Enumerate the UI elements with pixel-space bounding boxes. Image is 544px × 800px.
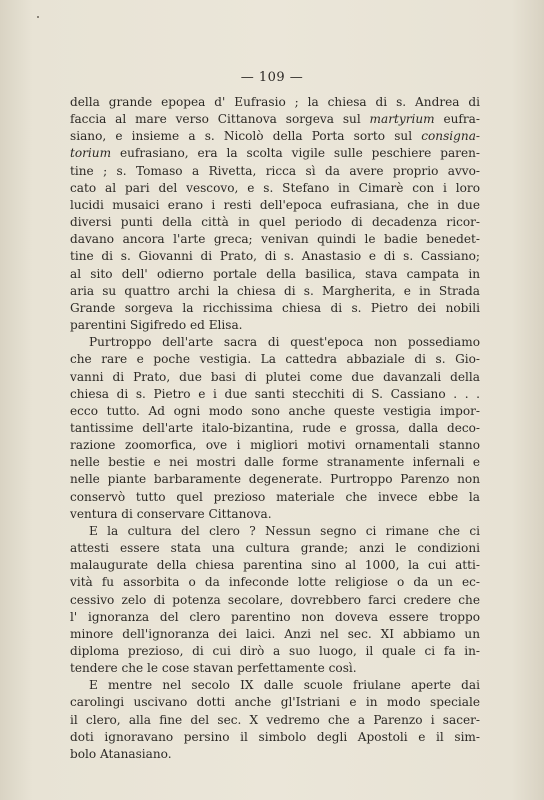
paragraph [70,523,480,677]
text-line: diploma prezioso, di cui dirò a suo luogo, il quale ci fa in- [70,644,480,658]
text-line: tendere che le cose stavan perfettamente così. [70,661,357,676]
italic-term: martyrium [369,112,435,127]
text-line: E mentre nel secolo IX dalle scuole friulane aperte dai [89,678,480,693]
text-line: minore dell'ignoranza dei laici. Anzi nel sec. XI abbiamo un [70,626,480,641]
text-line: al sito dell' odierno portale della basilica, stava campata in [70,266,480,281]
text-line: nelle piante barbaramente degenerate. Purtroppo Parenzo non [70,472,480,487]
text-line: vità fu assorbita o da infeconde lotte religiose o da un ec- [70,575,480,590]
body-text [70,94,480,763]
text-line: tantissime dell'arte italo-bizantina, rude e grossa, dalla deco- [70,420,480,435]
page-number: — 109 — [240,70,304,85]
text-line: torium eufrasiano, era la scolta vigile sulle peschiere paren- [70,146,480,161]
text-line: della grande epopea d' Eufrasio ; la chiesa di s. Andrea di [70,95,480,109]
text-line: che rare e poche vestigia. La cattedra abbaziale di s. Gio- [70,352,480,367]
text-line: l' ignoranza del clero parentino non doveva essere troppo [70,609,480,624]
text-line: il clero, alla fine del sec. X vedremo che a Parenzo i sacer- [70,712,480,727]
text-line: davano ancora l'arte greca; venivan quindi le badie benedet- [70,232,480,247]
text-line: conservò tutto quel prezioso materiale che invece ebbe la [70,489,480,504]
text-line: doti ignoravano persino il simbolo degli Apostoli e il sim- [70,729,480,744]
italic-term: consigna- [421,129,480,144]
text-line: faccia al mare verso Cittanova sorgeva sul martyrium eufra- [70,112,480,127]
paper-speck [37,16,39,18]
text-line: chiesa di s. Pietro e i due santi stecchiti di S. Cassiano . . . [70,386,480,401]
text-line: lucidi musaici erano i resti dell'epoca eufrasiana, che in due [70,197,480,212]
text-line: ventura di conservare Cittanova. [70,506,272,521]
text-line: siano, e insieme a s. Nicolò della Porta sorto sul consigna- [70,129,480,144]
text-line: carolingi uscivano dotti anche gl'Istriani e in modo speciale [70,695,480,710]
text-line: diversi punti della città in quel periodo di decadenza ricor- [70,215,480,230]
text-line: malaugurate della chiesa parentina sino al 1000, la cui atti- [70,558,480,573]
text-line: razione zoomorfica, ove i migliori motivi ornamentali stanno [70,438,480,453]
text-line: vanni di Prato, due basi di plutei come due davanzali della [70,369,480,384]
text-line: E la cultura del clero ? Nessun segno ci rimane che ci [89,523,480,538]
italic-term: torium [70,146,112,161]
paragraph [70,677,480,763]
text-line: ecco tutto. Ad ogni modo sono anche queste vestigia impor- [70,403,480,418]
paragraph [70,334,480,523]
text-line: nelle bestie e nei mostri dalle forme stranamente infernali e [70,455,480,470]
paragraph [70,94,480,334]
text-line: tine ; s. Tomaso a Rivetta, ricca sì da avere proprio avvo- [70,163,480,178]
text-line: tine di s. Giovanni di Prato, di s. Anastasio e di s. Cassiano; [70,249,480,264]
text-line: cessivo zelo di potenza secolare, dovrebbero farci credere che [70,592,480,607]
text-line: attesti essere stata una cultura grande; anzi le condizioni [70,541,480,556]
text-line: aria su quattro archi la chiesa di s. Margherita, e in Strada [70,283,480,298]
text-line: bolo Atanasiano. [70,746,172,761]
text-line: parentini Sigifredo ed Elisa. [70,318,243,333]
text-line: Purtroppo dell'arte sacra di quest'epoca non possediamo [89,335,480,350]
text-line: Grande sorgeva la ricchissima chiesa di s. Pietro dei nobili [70,300,480,315]
text-line: cato al pari del vescovo, e s. Stefano in Cimarè con i loro [70,180,480,195]
